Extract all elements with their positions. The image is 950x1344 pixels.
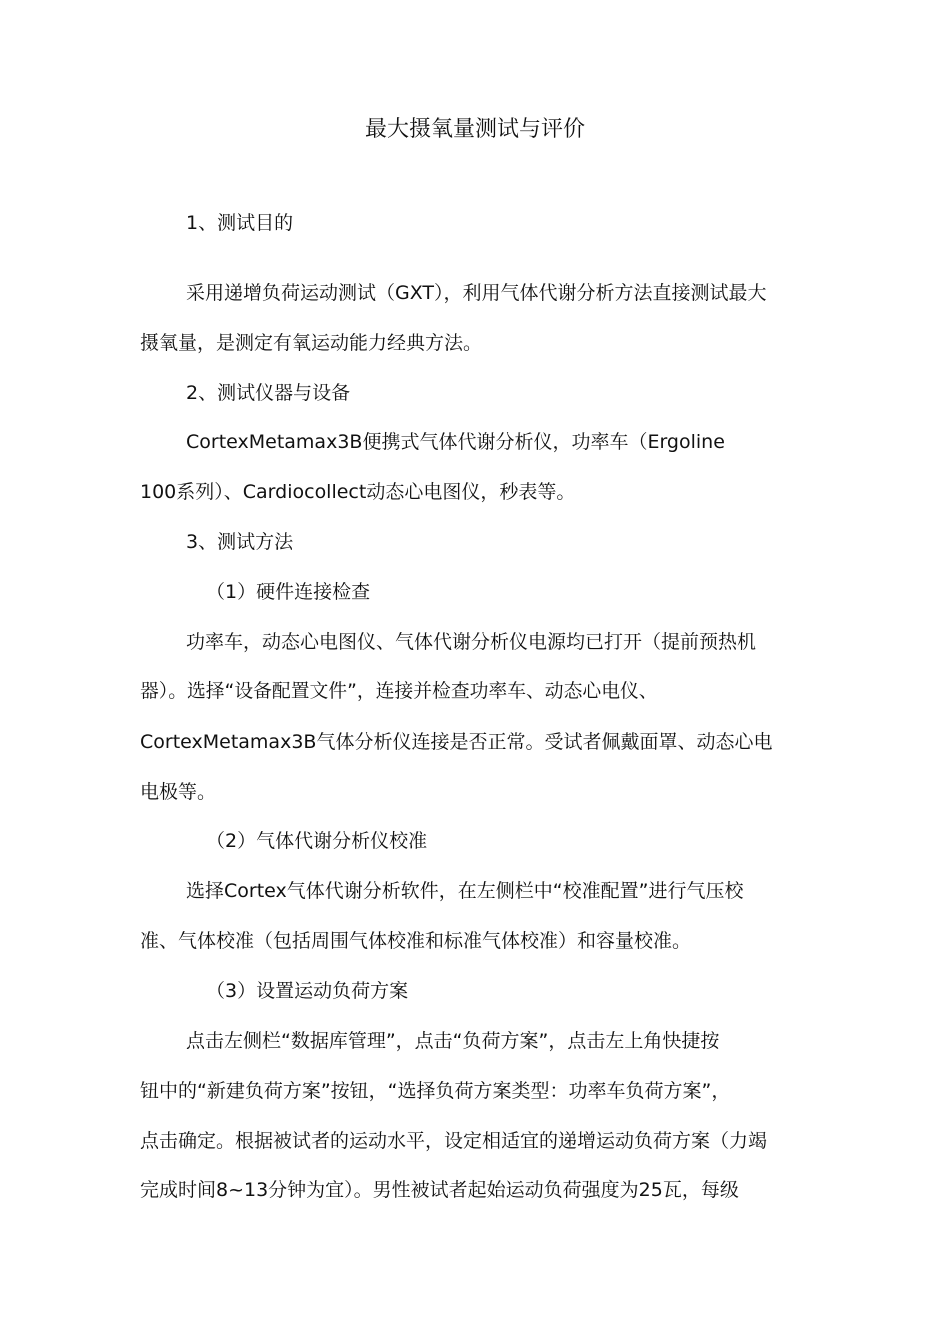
paragraph-line: 功率车，动态心电图仪、气体代谢分析仪电源均已打开（提前预热机 [186, 631, 757, 653]
section-heading-purpose: 1、测试目的 [186, 212, 294, 234]
paragraph-line: CortexMetamax3B气体分析仪连接是否正常。受试者佩戴面罩、动态心电 [140, 731, 773, 753]
subsection-heading-load-plan: （3）设置运动负荷方案 [206, 980, 409, 1002]
paragraph-line: 准、气体校准（包括周围气体校准和标准气体校准）和容量校准。 [140, 930, 692, 952]
paragraph-line: 采用递增负荷运动测试（GXT），利用气体代谢分析方法直接测试最大 [186, 282, 767, 304]
paragraph-line: 电极等。 [140, 781, 217, 803]
document-title: 最大摄氧量测试与评价 [364, 117, 585, 142]
paragraph-line: 器）。选择“设备配置文件”，连接并检查功率车、动态心电仪、 [140, 681, 658, 702]
paragraph-line: 摄氧量，是测定有氧运动能力经典方法。 [140, 332, 483, 354]
subsection-heading-calibration: （2）气体代谢分析仪校准 [206, 830, 428, 852]
paragraph-line: 点击左侧栏“数据库管理”，点击“负荷方案”，点击左上角快捷按 [186, 1030, 720, 1052]
paragraph-line: 点击确定。根据被试者的运动水平，设定相适宜的递增运动负荷方案（力竭 [140, 1130, 768, 1152]
section-heading-method: 3、测试方法 [186, 531, 294, 553]
paragraph-line: 完成时间8~13分钟为宜）。男性被试者起始运动负荷强度为25瓦，每级 [140, 1179, 739, 1201]
subsection-heading-hardware: （1）硬件连接检查 [206, 581, 371, 603]
paragraph-line: CortexMetamax3B便携式气体代谢分析仪，功率车（Ergoline [186, 431, 725, 453]
paragraph-line: 100系列）、Cardiocollect动态心电图仪，秒表等。 [140, 481, 576, 503]
paragraph-line: 选择Cortex气体代谢分析软件，在左侧栏中“校准配置”进行气压校 [186, 880, 744, 902]
paragraph-line: 钮中的“新建负荷方案”按钮，“选择负荷方案类型：功率车负荷方案”， [140, 1080, 731, 1102]
section-heading-equipment: 2、测试仪器与设备 [186, 382, 351, 404]
